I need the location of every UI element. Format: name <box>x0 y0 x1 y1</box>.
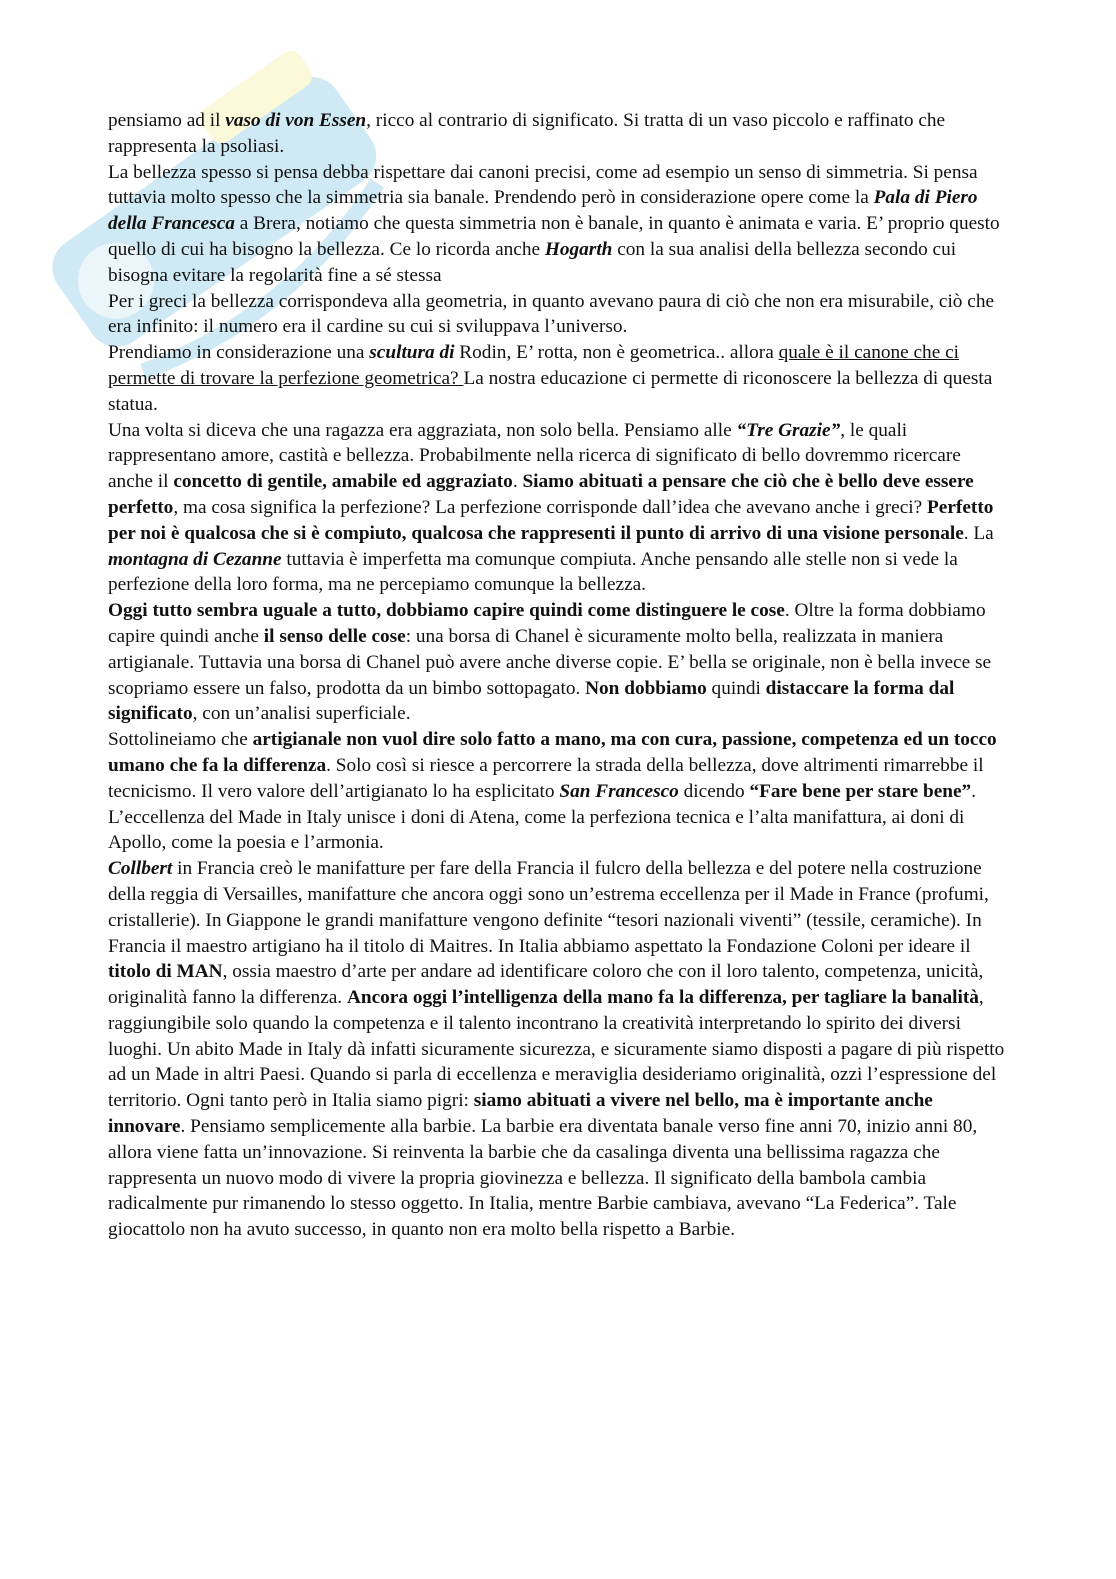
text-run: pensiamo ad il <box>108 110 226 131</box>
text-run: Prendiamo in considerazione una <box>108 342 370 364</box>
text-run: , ricco al contrario di significato. Si tratta di un vaso piccolo e raffinato che rappresenta la psoliasi. <box>108 110 946 157</box>
emphasis-text: “Fare bene per stare bene” <box>749 780 972 802</box>
text-run: , ossia maestro d’arte per andare ad identificare coloro che con il loro talento, competenza, unicità, originalità fanno la differenza. <box>108 961 984 1009</box>
text-run: Per i greci la bellezza corrispondeva alla geometria, in quanto avevano paura di ciò che non era misurabile, ciò che era infinito: il numero era il cardine su cui si sviluppava l’universo. <box>108 290 995 338</box>
text-run: con la sua analisi della bellezza secondo cui bisogna evitare la regolarità fine a sé stessa <box>108 238 957 286</box>
text-run: , ma cosa significa la perfezione? La perfezione corrisponde dall’idea che avevano anche i greci? <box>173 496 928 518</box>
emphasis-text: scultura di <box>369 342 455 364</box>
paragraph <box>108 598 1008 727</box>
text-run: in Francia creò le manifatture per fare della Francia il fulcro della bellezza e del potere nella costruzione della reggia di Versailles, manifatture che ancora oggi sono un’estrema eccellenza per il Made in France (profumi, cristallerie). In Giappone le grandi manifatture vengono definite “tesori nazionali viventi” (tessile, ceramiche). In Francia il maestro artigiano ha il titolo di Maitres. In Italia abbiamo aspettato la Fondazione Coloni per ideare il <box>108 858 989 957</box>
emphasis-text: Collbert <box>108 858 173 880</box>
text-run: . L’eccellenza del Made in Italy unisce i doni di Atena, come la perfeziona tecnica e l’alta manifattura, ai doni di Apollo, come la poesia e l’armonia. <box>108 780 977 854</box>
text-run: : una borsa di Chanel è sicuramente molto bella, realizzata in maniera artigianale. Tuttavia una borsa di Chanel può avere anche diverse copie. E’ bella se originale, non è bella invece se scopriamo essere un falso, prodotta da un bimbo sottopagato. <box>108 625 992 699</box>
emphasis-text: distaccare la forma dal significato <box>108 677 955 725</box>
text-run: dicendo <box>678 780 750 802</box>
emphasis-text: Ancora oggi l’intelligenza della mano fa la differenza, per tagliare la banalità <box>346 987 979 1009</box>
text-run: quindi <box>706 677 766 699</box>
emphasis-text: Siamo abituati a pensare che ciò che è bello deve essere perfetto <box>108 471 974 518</box>
paragraph <box>108 418 1008 599</box>
text-run: Rodin, E’ rotta, non è geometrica.. allora <box>454 342 779 364</box>
underlined-text: quale è il canone che ci permette di trovare la perfezione geometrica? <box>108 342 959 389</box>
text-run: . Pensiamo semplicemente alla barbie. La barbie era diventata banale verso fine anni 70, inizio anni 80, allora viene fatta un’innovazione. Si reinventa la barbie che da casalinga diventa una bellissima ragazza che rappresenta un nuovo modo di vivere la propria giovinezza e bellezza. Il significato della bambola cambia radicalmente pur rimanendo lo stesso oggetto. In Italia, mentre Barbie cambiava, avevano “La Federica”. Tale giocattolo non ha avuto successo, in quanto non era molto bella rispetto a Barbie. <box>108 1116 978 1241</box>
paragraph <box>108 856 1008 1243</box>
text-run: Sottolineiamo che <box>108 729 253 751</box>
paragraph <box>108 289 1008 341</box>
paragraph <box>108 108 1008 160</box>
emphasis-text: Pala di Piero della Francesca <box>108 187 978 235</box>
emphasis-text: vaso di von Essen <box>225 110 367 131</box>
text-run: , raggiungibile solo quando la competenza e il talento incontrano la creatività interpretando lo spirito dei diversi luoghi. Un abito Made in Italy dà infatti sicuramente sicurezza, e sicuramente siamo disposti a pagare di più rispetto ad un Made in altri Paesi. Quando si parla di eccellenza e meraviglia desideriamo originalità, ozzi l’espressione del territorio. Ogni tanto però in Italia siamo pigri: <box>108 987 1005 1112</box>
emphasis-text: artigianale non vuol dire solo fatto a mano, ma con cura, passione, competenza ed un tocco umano che fa la differenza <box>108 729 997 776</box>
paragraph <box>108 727 1008 856</box>
paragraph <box>108 160 1008 289</box>
emphasis-text: titolo di MAN <box>108 961 223 983</box>
text-run: Una volta si diceva che una ragazza era aggraziata, non solo bella. Pensiamo alle <box>108 419 737 441</box>
emphasis-text: Non dobbiamo <box>585 677 707 699</box>
text-run: . La <box>963 522 994 544</box>
emphasis-text: Perfetto per noi è qualcosa che si è compiuto, qualcosa che rappresenti il punto di arrivo di una visione personale <box>108 496 994 544</box>
emphasis-text: montagna di Cezanne <box>108 548 282 570</box>
emphasis-text: “Tre Grazie” <box>736 419 841 441</box>
emphasis-text: concetto di gentile, amabile ed aggraziato <box>173 471 513 493</box>
text-run: , con un’analisi superficiale. <box>192 703 411 725</box>
text-run: La nostra educazione ci permette di riconoscere la bellezza di questa statua. <box>108 367 993 415</box>
emphasis-text: Oggi tutto sembra uguale a tutto, dobbiamo capire quindi come distinguere le cose <box>108 600 785 622</box>
text-run: a Brera, notiamo che questa simmetria non è banale, in quanto è animata e varia. E’ proprio questo quello di cui ha bisogno la bellezza. Ce lo ricorda anche <box>108 213 1000 260</box>
text-run: tuttavia è imperfetta ma comunque compiuta. Anche pensando alle stelle non si vede la perfezione della loro forma, ma ne percepiamo comunque la bellezza. <box>108 548 958 596</box>
text-run: , le quali rappresentano amore, castità e bellezza. Probabilmente nella ricerca di significato di bello dovremmo ricercare anche il <box>108 419 961 493</box>
text-run: . <box>512 471 523 493</box>
document-body <box>108 108 1008 1243</box>
text-run: La bellezza spesso si pensa debba rispettare dai canoni precisi, come ad esempio un senso di simmetria. Si pensa tuttavia molto spesso che la simmetria sia banale. Prendendo però in considerazione opere come la <box>108 161 978 209</box>
emphasis-text: siamo abituati a vivere nel bello, ma è importante anche innovare <box>108 1090 933 1138</box>
emphasis-text: il senso delle cose <box>263 625 406 647</box>
emphasis-text: Hogarth <box>544 238 613 260</box>
emphasis-text: San Francesco <box>559 780 679 802</box>
paragraph <box>108 340 1008 417</box>
text-run: . Oltre la forma dobbiamo capire quindi anche <box>108 600 986 647</box>
text-run: . Solo così si riesce a percorrere la strada della bellezza, dove altrimenti rimarrebbe il tecnicismo. Il vero valore dell’artigianato lo ha esplicitato <box>108 754 984 802</box>
